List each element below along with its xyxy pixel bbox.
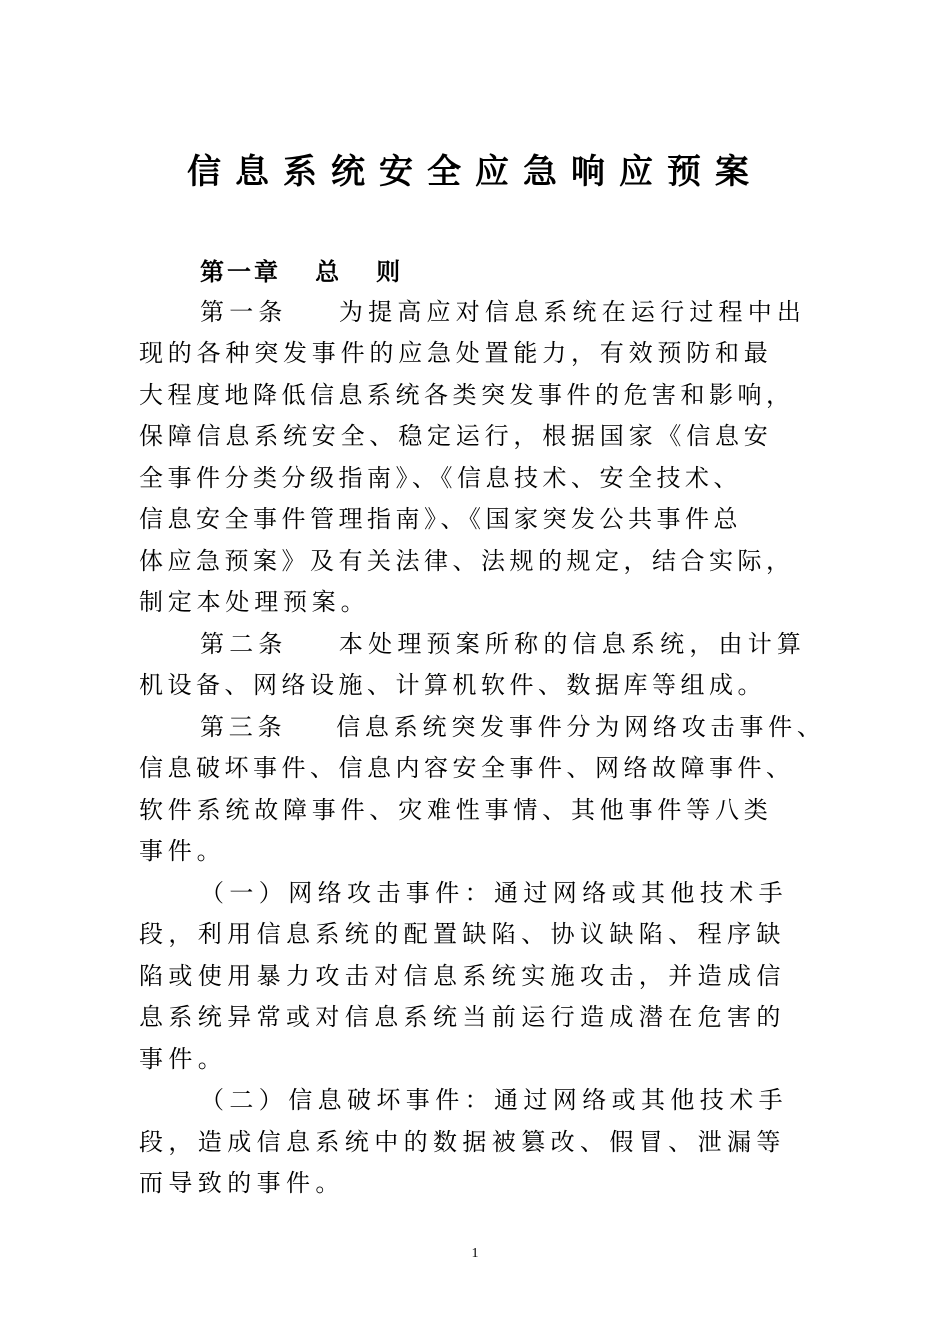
text-line: 息系统异常或对信息系统当前运行造成潜在危害的 — [139, 1003, 786, 1031]
text-line: 现的各种突发事件的应急处置能力，有效预防和最 — [139, 339, 773, 367]
page-number: 1 — [471, 1246, 479, 1261]
text-line: 而导致的事件。 — [139, 1169, 345, 1197]
text-line: 第三条 信息系统突发事件分为网络攻击事件、 — [200, 713, 826, 741]
text-line: 陷或使用暴力攻击对信息系统实施攻击，并造成信 — [139, 962, 786, 990]
text-line: 段，利用信息系统的配置缺陷、协议缺陷、程序缺 — [139, 920, 786, 948]
text-line: （一）网络攻击事件：通过网络或其他技术手 — [200, 879, 788, 907]
text-line: 保障信息系统安全、稳定运行，根据国家《信息安 — [139, 422, 773, 450]
text-line: 段，造成信息系统中的数据被篡改、假冒、泄漏等 — [139, 1128, 786, 1156]
text-line: 体应急预案》及有关法律、法规的规定，结合实际， — [139, 547, 795, 575]
text-line: 事件。 — [139, 837, 226, 865]
text-line: 全事件分类分级指南》、《信息技术、安全技术、 — [139, 464, 742, 492]
text-line: 信息破坏事件、信息内容安全事件、网络故障事件、 — [139, 754, 795, 782]
text-line: 信息安全事件管理指南》、《国家突发公共事件总 — [139, 505, 742, 533]
text-line: （二）信息破坏事件：通过网络或其他技术手 — [200, 1086, 788, 1114]
text-line: 机设备、网络设施、计算机软件、数据库等组成。 — [139, 671, 766, 699]
text-line: 制定本处理预案。 — [139, 588, 370, 616]
text-line: 第一条 为提高应对信息系统在运行过程中出 — [200, 298, 807, 326]
chapter-heading: 第一章 总 则 — [200, 258, 404, 286]
text-line: 第二条 本处理预案所称的信息系统，由计算 — [200, 630, 807, 658]
text-line: 大程度地降低信息系统各类突发事件的危害和影响， — [139, 381, 795, 409]
text-line: 事件。 — [139, 1045, 228, 1073]
text-line: 软件系统故障事件、灾难性事情、其他事件等八类 — [139, 796, 773, 824]
document-title: 信息系统安全应急响应预案 — [187, 152, 763, 192]
